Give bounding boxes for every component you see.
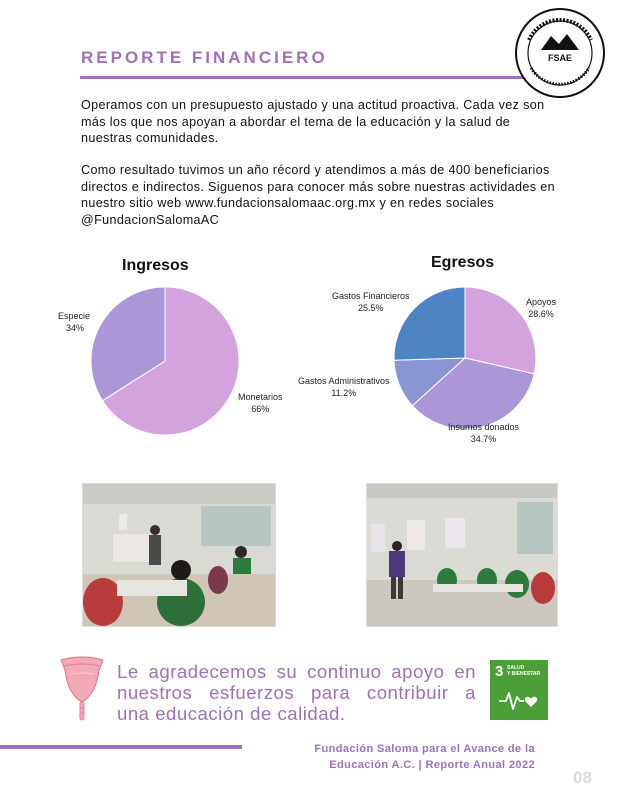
sdg-label-line2: Y BIENESTAR [507, 671, 541, 677]
egresos-pie-chart [393, 286, 537, 430]
results-paragraph: Como resultado tuvimos un año récord y atendimos a más de 400 beneficiarios directos e indirectos. Siguenos para conocer más sobre nuestras actividades en nuestro sitio web www.fundacionsalomaac.org.mx y en redes sociales @FundacionSalomaAC [81, 163, 555, 227]
sdg-3-badge [490, 660, 548, 720]
pie-label-apoyos [526, 296, 556, 320]
pie-label-gastos-administrativos [298, 375, 390, 399]
label-value: 34.7% [470, 434, 497, 444]
classroom-photo-1 [82, 483, 276, 627]
label-value: 28.6% [528, 309, 554, 319]
pie-label-especie [58, 310, 90, 334]
sdg-label-line1: SALUD [507, 665, 525, 671]
page-title: REPORTE FINANCIERO [81, 48, 328, 67]
label-category: Gastos Financieros [332, 291, 410, 301]
footer-divider [0, 745, 242, 749]
pie-label-gastos-financieros [332, 290, 410, 314]
label-value: 25.5% [358, 303, 384, 313]
classroom-photo-2 [366, 483, 558, 627]
footer-line: Fundación Saloma para el Avance de la [314, 743, 535, 755]
closing-line: Le agradecemos su continuo apoyo en [117, 661, 476, 682]
sdg-label [507, 665, 540, 677]
heartbeat-icon [498, 688, 540, 712]
label-category: Apoyos [526, 297, 557, 307]
chart-title-ingresos: Ingresos [122, 257, 189, 274]
label-category: Gastos Administrativos [298, 376, 390, 386]
footer-text [275, 741, 535, 773]
logo-text: FSAE [547, 53, 573, 63]
label-category: Monetarios [238, 392, 283, 402]
sdg-number: 3 [495, 663, 504, 680]
page-number: 08 [573, 768, 592, 787]
label-category: Especie [58, 311, 91, 321]
pie-label-insumos-donados [448, 421, 519, 445]
closing-line: una educación de calidad. [117, 703, 346, 724]
label-category: Insumos donados [448, 422, 520, 432]
label-value: 11.2% [331, 388, 357, 398]
footer-line: Educación A.C. | Reporte Anual 2022 [329, 759, 535, 771]
closing-statement [117, 661, 476, 724]
closing-line: nuestros esfuerzos para contribuir a [117, 682, 476, 703]
menstrual-cup-icon [58, 656, 106, 722]
intro-paragraph: Operamos con un presupuesto ajustado y una actitud proactiva. Cada vez son más los que nos apoyan a abordar el tema de la educación y la salud de nuestras comunidades. [81, 98, 545, 145]
pie-label-monetarios [238, 391, 283, 415]
ingresos-pie-chart [90, 286, 240, 436]
label-value: 34% [66, 323, 85, 333]
label-value: 66% [251, 404, 270, 414]
title-divider [80, 76, 530, 79]
chart-title-egresos: Egresos [431, 254, 495, 271]
organization-logo [513, 6, 607, 100]
